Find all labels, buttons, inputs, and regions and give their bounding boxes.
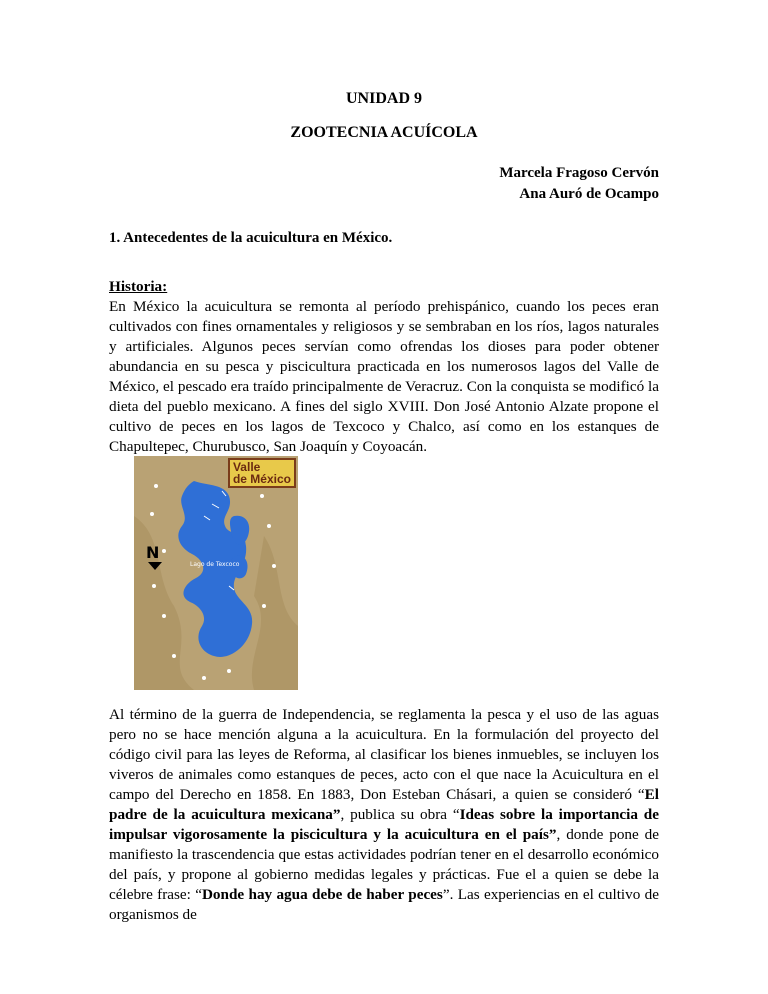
body-bold-1: El padre de la acuicultura mexicana” <box>109 786 659 823</box>
body-block-2 <box>109 705 659 925</box>
authors <box>499 163 659 205</box>
body-text-3: , donde pone de manifiesto la trascendencia que estas actividades podrían tener en el desarrollo económico del país, y propone al gobierno medidas legales y prácticas. Fue el a quien se debe la célebre frase: “ <box>109 826 659 903</box>
north-label: N <box>146 543 160 562</box>
body-bold-2: Ideas sobre la importancia de impulsar vigorosamente la piscicultura y la acuicultura en el país” <box>109 806 659 843</box>
body-text-1: Al término de la guerra de Independencia, se reglamenta la pesca y el uso de las aguas pero no se hace mención alguna a la acuicultura. En la formulación del proyecto del código civil para las leyes de Reforma, al clasificar los bienes inmuebles, se incluyen los viveros de animales como estanques de peces, acto con el que nace la Acuicultura en el campo del Derecho en 1858. En 1883, Don Esteban Chásari, a quien se consideró “ <box>109 706 659 803</box>
map-title-line2: de México <box>232 472 291 486</box>
history-label: Historia: <box>109 278 168 295</box>
author-1: Marcela Fragoso Cervón <box>499 165 659 181</box>
map-title-line1: Valle <box>232 460 261 474</box>
map-graphic <box>134 456 298 690</box>
valle-de-mexico-map <box>134 456 298 690</box>
history-text: En México la acuicultura se remonta al período prehispánico, cuando los peces eran cultivados con fines ornamentales y religiosos y se sembraban en los ríos, lagos naturales y artificiales. Algunos peces servían como ofrendas los dioses para poder obtener abundancia en su pesca y piscicultura practicada en los numerosos lagos del Valle de México, el pescado era traído principalmente de Veracruz. Con la conquista se modificó la dieta del pueblo mexicano. A fines del siglo XVIII. Don José Antonio Alzate propone el cultivo de peces en los lagos de Texcoco y Chalco, así como en los estanques de Chapultepec, Churubusco, San Joaquín y Coyoacán. <box>109 298 659 455</box>
body-bold-3: Donde hay agua debe de haber peces <box>201 886 443 903</box>
map-title <box>228 458 296 488</box>
subject-title: ZOOTECNIA ACUÍCOLA <box>290 124 478 141</box>
body-paragraph <box>109 705 659 925</box>
unit-title: UNIDAD 9 <box>346 90 422 107</box>
section-heading: 1. Antecedentes de la acuicultura en México. <box>109 230 393 246</box>
author-2: Ana Auró de Ocampo <box>519 186 659 202</box>
body-text-2: , publica su obra “ <box>340 806 460 823</box>
body-text-4: ”. Las experiencias en el cultivo de organismos de <box>109 886 659 923</box>
history-block <box>109 277 659 457</box>
lake-label: Lago de Texcoco <box>190 561 240 568</box>
